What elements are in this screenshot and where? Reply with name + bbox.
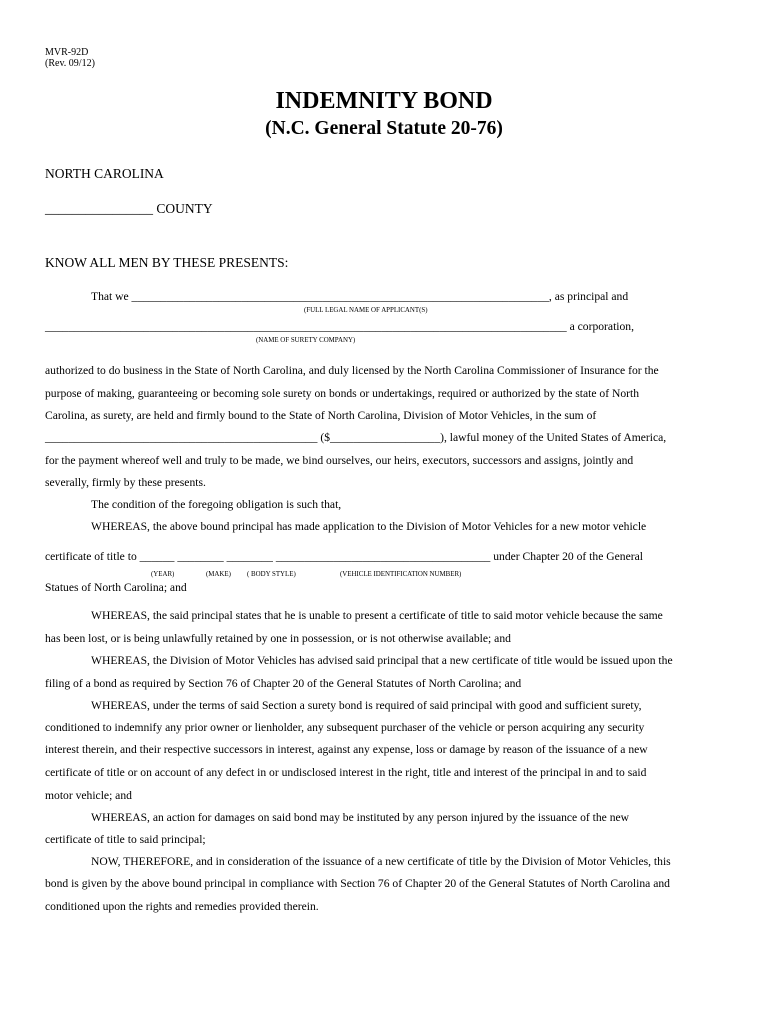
body-line: conditioned to indemnify any prior owner or lienholder, any subsequent purchaser of the vehicle or person acquiring any security [45, 721, 645, 734]
document-title: INDEMNITY BOND [275, 88, 493, 114]
body-line: certificate of title to said principal; [45, 833, 206, 846]
body-line: certificate of title or on account of any defect in or undisclosed interest in the right, title and interest of the principal in and to said [45, 766, 647, 779]
body-line: motor vehicle; and [45, 789, 132, 802]
whereas-application: WHEREAS, the above bound principal has made application to the Division of Motor Vehicles for a new motor vehicle [91, 520, 647, 533]
body-line: for the payment whereof well and truly to be made, we bind ourselves, our heirs, executors, successors and assigns, jointly and [45, 454, 634, 467]
year-caption: (YEAR) [151, 571, 175, 578]
body-line: Carolina, as surety, are held and firmly bound to the State of North Carolina, Division of Motor Vehicles, in the sum of [45, 409, 597, 422]
surety-company-field: __________________________________________________________________________________________ a corporation, [45, 320, 634, 333]
body-line: WHEREAS, the said principal states that he is unable to present a certificate of title to said motor vehicle because the same [91, 609, 663, 622]
body-line: filing of a bond as required by Section 76 of Chapter 20 of the General Statutes of North Carolina; and [45, 677, 522, 690]
make-caption: (MAKE) [206, 571, 231, 578]
vehicle-statute-line: Statues of North Carolina; and [45, 581, 187, 594]
body-line: authorized to do business in the State of North Carolina, and duly licensed by the North Carolina Commissioner of Insurance for the [45, 364, 659, 377]
body-style-caption: ( BODY STYLE) [247, 571, 296, 578]
form-number: MVR-92D [45, 47, 89, 58]
body-line: severally, firmly by these presents. [45, 476, 206, 489]
principal-name-field: That we ________________________________________________________________________, as principal and [91, 290, 629, 303]
county-field: ________________ COUNTY [45, 201, 213, 216]
body-line: purpose of making, guaranteeing or becoming sole surety on bonds or undertakings, required or authorized by the state of North [45, 387, 640, 400]
vehicle-description-field: certificate of title to ______ ________ ________ _____________________________________ under Chapter 20 of the General [45, 550, 643, 563]
body-line: conditioned upon the rights and remedies provided therein. [45, 900, 319, 913]
condition-line: The condition of the foregoing obligation is such that, [91, 498, 342, 511]
body-line: interest therein, and their respective successors in interest, against any expense, loss or damage by reason of the issuance of a new [45, 743, 648, 756]
body-line: WHEREAS, the Division of Motor Vehicles has advised said principal that a new certificate of title would be issued upon the [91, 654, 673, 667]
body-line: WHEREAS, under the terms of said Section a surety bond is required of said principal with good and sufficient surety, [91, 699, 642, 712]
form-revision: (Rev. 09/12) [45, 58, 95, 69]
body-line: has been lost, or is being unlawfully retained by one in possession, or is not otherwise available; and [45, 632, 511, 645]
body-line: _______________________________________________ ($___________________), lawful money of the United States of America, [45, 431, 667, 444]
intro-heading: KNOW ALL MEN BY THESE PRESENTS: [45, 255, 289, 270]
document-subtitle: (N.C. General Statute 20-76) [265, 118, 503, 139]
body-line: NOW, THEREFORE, and in consideration of the issuance of a new certificate of title by the Division of Motor Vehicles, this [91, 855, 671, 868]
principal-name-caption: (FULL LEGAL NAME OF APPLICANT(S) [304, 307, 428, 314]
body-line: bond is given by the above bound principal in compliance with Section 76 of Chapter 20 of the General Statutes of North Carolina and [45, 877, 670, 890]
body-line: WHEREAS, an action for damages on said bond may be instituted by any person injured by the issuance of the new [91, 811, 630, 824]
vin-caption: (VEHICLE IDENTIFICATION NUMBER) [340, 571, 462, 578]
state-label: NORTH CAROLINA [45, 166, 164, 181]
surety-company-caption: (NAME OF SURETY COMPANY) [256, 337, 356, 344]
